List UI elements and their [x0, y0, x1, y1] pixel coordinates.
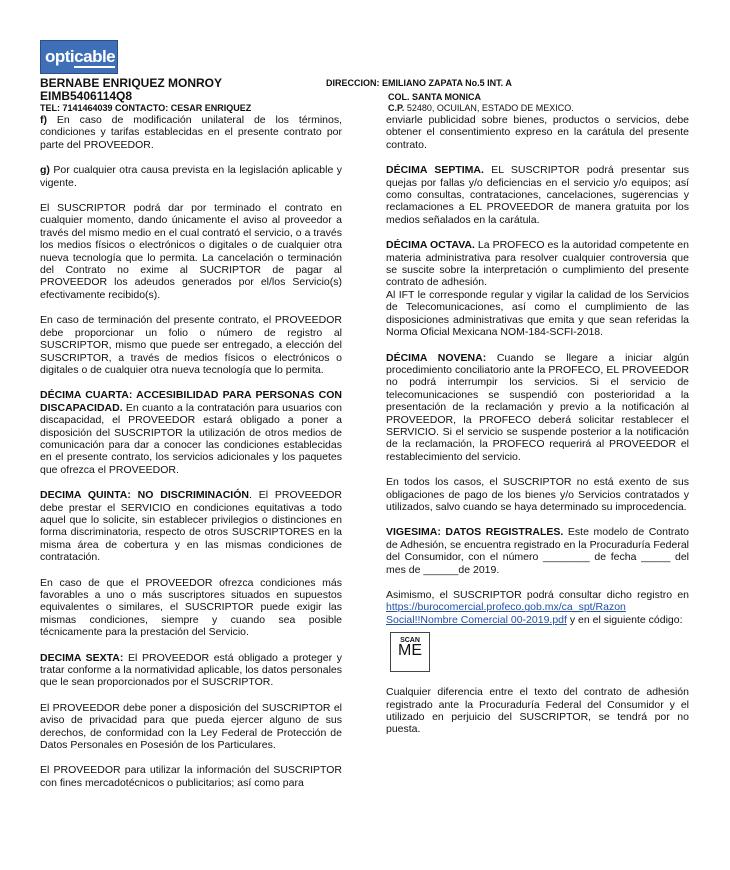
difference-paragraph: Cualquier diferencia entre el texto del contrato de adhesión registrado ante la Procuraduría Federal del Consumidor y el utilizado en perjuicio del SUSCRIPTOR, se tendrá por no puesta. [386, 686, 689, 736]
clause-18 [386, 239, 689, 289]
ift-paragraph: Al IFT le corresponde regular y vigilar la calidad de los Servicios de Telecomunicaciones, así como el cumplimiento de las disposiciones administrativas que emita y que sean referidas la Norma Oficial Mexicana NOM-184-SCFI-2018. [386, 288, 689, 339]
clause-g [40, 164, 342, 189]
provider-rfc: EIMB5406114Q8 [40, 89, 133, 103]
clause-f-text: En caso de modificación unilateral de los términos, condiciones y tarifas establecidas en el presente contrato por parte del PROVEEDOR. [40, 114, 342, 151]
clause-15 [40, 489, 342, 563]
clause-17-text: EL SUSCRIPTOR podrá presentar sus quejas por fallas y/o deficiencias en el servicio y/o equipos; así como consultas, contrataciones, cancelaciones, sugerencias y reclamaciones a EL PROVEEDOR de manera gratuita por los medios señalados en la carátula. [386, 164, 689, 226]
clause-14 [40, 389, 342, 476]
qr-me-label: ME [398, 642, 422, 660]
provider-cp [388, 103, 574, 113]
privacy-paragraph: El PROVEEDOR debe poner a disposición del SUSCRIPTOR el aviso de privacidad para que pueda ejercer alguno de sus derechos, de conformidad con la Ley Federal de Protección de Datos Personales en Posesión de los Particulares. [40, 701, 342, 752]
profeco-link[interactable]: https://burocomercial.profeco.gob.mx/ca_spt/Razon Social!!Nombre Comercial 00-2019.pdf [386, 601, 626, 626]
scan-me-qr-code[interactable] [390, 632, 430, 672]
clause-f [40, 114, 342, 151]
clause-14-head: DÉCIMA CUARTA: ACCESIBILIDAD PARA PERSONAS CON DISCAPACIDAD. [40, 389, 342, 414]
clause-g-head: g) [40, 164, 50, 177]
registry-end: y en el siguiente código: [566, 613, 683, 626]
logo-part1: opti [45, 47, 75, 66]
clause-15-head: DECIMA QUINTA: NO DISCRIMINACIÓN [40, 489, 249, 502]
logo-text [45, 47, 115, 67]
clause-14-text: En cuanto a la contratación para usuarios con discapacidad, el PROVEEDOR estará obligado a poner a disposición del SUSCRIPTOR la utilización de otros medios de comunicación para dar a conocer las condiciones establecidas en el presente contrato, los servicios adicionales y los paquetes que ofrezca el PROVEEDOR. [40, 401, 342, 476]
registry-text: Asimismo, el SUSCRIPTOR podrá consultar dicho registro en [386, 589, 689, 601]
provider-address: DIRECCION: EMILIANO ZAPATA No.5 INT. A [326, 78, 512, 88]
clause-17 [386, 164, 689, 226]
opticable-logo [40, 40, 118, 74]
clause-19-text: Cuando se llegare a iniciar algún procedimiento conciliatorio ante la PROFECO, EL PROVEEDOR no podrá interrumpir los servicios. Si el servicio de telecomunicaciones se suspendió con posterioridad a la presentación de la reclamación y previo a la notificación al PROVEEDOR, la PROFECO deberá solicitar restablecer el SERVICIO. Si el servicio se suspende posterior a la notificación de la reclamación, la PROFECO requerirá al PROVEEDOR el restablecimiento del servicio. [386, 351, 689, 463]
clause-17-head: DÉCIMA SEPTIMA. [386, 164, 484, 177]
clause-19-head: DÉCIMA NOVENA: [386, 351, 487, 364]
provider-name: BERNABE ENRIQUEZ MONROY [40, 76, 223, 90]
folio-paragraph: En caso de terminación del presente contrato, el PROVEEDOR debe proporcionar un folio o número de registro al SUSCRIPTOR, mismo que puede ser entregado, a elección del SUSCRIPTOR, a través de medios físicos o electrónicos o digitales o de cualquier otra nueva tecnología que lo permita. [40, 314, 342, 376]
favorable-conditions-paragraph: En caso de que el PROVEEDOR ofrezca condiciones más favorables a uno o más suscriptores situados en supuestos equivalentes o similares, el SUSCRIPTOR puede exigir las mismas condiciones, siempre y cuando sea posible técnicamente para la prestación del Servicio. [40, 576, 342, 639]
termination-paragraph: El SUSCRIPTOR podrá dar por terminado el contrato en cualquier momento, dando únicamente el aviso al proveedor a través del mismo medio en el cual contrató el servicio, o a través los medios físicos o electrónicos o digitales o de cualquier otra nueva tecnología que lo permita. La cancelación o terminación del Contrato no exime al SUCRIPTOR de pagar al PROVEEDOR los adeudos generados por el/los Servicio(s) efectivamente recibido(s). [40, 202, 342, 301]
clause-20-text: Este modelo de Contrato de Adhesión, se encuentra registrado en la Procuraduría Federal del Consumidor, con el número ________ de fecha _____ del mes de ______de 2019. [386, 526, 689, 576]
qr-scan-label: SCAN [400, 637, 420, 645]
clause-18-head: DÉCIMA OCTAVA. [386, 239, 475, 252]
cp-label: C.P. [388, 103, 405, 113]
clause-19 [386, 352, 689, 464]
clause-g-text: Por cualquier otra causa prevista en la legislación aplicable y vigente. [40, 164, 342, 189]
clause-16 [40, 652, 342, 689]
provider-colonia: COL. SANTA MONICA [388, 92, 481, 102]
right-column [386, 114, 689, 749]
provider-phone: TEL: 7141464039 CONTACTO: CESAR ENRIQUEZ [40, 103, 252, 113]
marketing-paragraph: El PROVEEDOR para utilizar la información del SUSCRIPTOR con fines mercadotécnicos o publicitarios; así como para [40, 764, 342, 789]
clause-15-text: . El PROVEEDOR debe prestar el SERVICIO en condiciones equitativas a todo aquel que lo solicite, sin establecer privilegios o distinciones en forma discriminatoria, respecto de otros SUSCRIPTORES en la misma área de cobertura y en las mismas condiciones de contratación. [40, 489, 342, 564]
clause-16-text: El PROVEEDOR está obligado a proteger y tratar conforme a la normatividad aplicable, los datos personales que le sean proporcionados por el SUSCRIPTOR. [40, 651, 342, 689]
clause-20-head: VIGESIMA: DATOS REGISTRALES. [386, 526, 564, 539]
left-column [40, 114, 342, 802]
clause-18-text: La PROFECO es la autoridad competente en materia administrativa para resolver cualquier controversia que se suscite sobre la interpretación o cumplimiento del presente contrato de adhesión. [386, 239, 689, 289]
registry-paragraph [386, 589, 689, 626]
payment-obligations-paragraph: En todos los casos, el SUSCRIPTOR no está exento de sus obligaciones de pago de los bienes y/o Servicios contratados y utilizados, salvo cuando se haya determinado su improcedencia. [386, 476, 689, 513]
clause-20 [386, 526, 689, 576]
cp-value: 52480, OCUILAN, ESTADO DE MEXICO. [404, 103, 574, 113]
logo-part2: cable [74, 47, 116, 66]
advertising-paragraph: enviarle publicidad sobre bienes, productos o servicios, debe obtener el consentimiento expreso en la carátula del presente contrato. [386, 114, 689, 151]
clause-16-head: DECIMA SEXTA: [40, 651, 124, 664]
clause-f-head: f) [40, 114, 47, 126]
